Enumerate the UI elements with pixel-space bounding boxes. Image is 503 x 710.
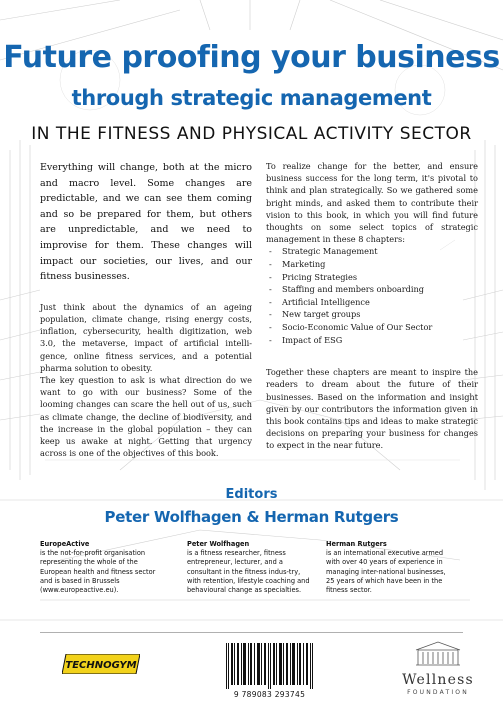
book-title-line-1: Future proofing your business [3,40,500,75]
chapter-item: - Pricing Strategies [266,271,478,284]
chapter-item: - Socio-Economic Value of Our Sector [266,321,478,334]
bio-text: is a fitness researcher, fitness entrepreneur, lecturer, and a consultant in the fitness indus-try, with retention, lifestyle coaching and behavioural change as specialties. [187,549,310,595]
editors-heading: Editors [225,487,278,502]
ampersand: & [246,508,260,526]
left-text-column [40,160,252,459]
technogym-logo [62,654,140,674]
bio-name: Herman Rutgers [326,540,387,548]
bio-name: EuropeActive [40,540,90,548]
editors-names [0,508,503,526]
bio-name: Peter Wolfhagen [187,540,250,548]
building-icon [413,640,463,666]
editor-name-2: Herman Rutgers [264,508,399,526]
chapter-list [266,245,478,346]
chapter-item: - Artificial Intelligence [266,296,478,309]
svg-text:TECHNOGYM: TECHNOGYM [65,660,137,671]
footer-divider [40,632,463,633]
change-paragraph: To realize change for the better, and ensure business success for the long term, it's pivotal to think and plan strategically. So we gathered some bright minds, and asked them to contribute their vision to this book, in which you will find future thoughts on some select topics of strategic management in these 8 chapters: [266,161,478,245]
bio-europeactive [40,540,168,595]
bio-herman-rutgers [326,540,454,595]
right-text-column [266,160,478,452]
bio-text: is the not-for-profit organisation representing the whole of the European health and fitness sector and is based in Brussels (www.europeactive.eu). [40,549,156,595]
isbn-barcode [222,643,317,701]
chapter-item: - Marketing [266,258,478,271]
key-question-paragraph: The key question to ask is what direction do we want to go with our business? Some of the looming changes can scare the hell out of us, such as climate change, the decline of biodiversity, and the increase in the global population – they can keep us awake at night. Getting that urgency across is one of the objectives of this book. [40,374,252,459]
together-paragraph: Together these chapters are meant to inspire the readers to dream about the future of their businesses. Based on the information and insight given by our contributors the information given in this book contains tips and ideas to make strategic decisions on preparing your business for changes to expect in the near future. [266,367,478,451]
intro-paragraph: Everything will change, both at the micro and macro level. Some changes are predictable, and we can see them coming and so be prepared for them, but others are unpredictable, and we need to improvise for them. These changes will impact our societies, our lives, and our fitness businesses. [40,162,252,283]
isbn-number: 9 789083 293745 [233,690,306,699]
foundation-wordmark: FOUNDATION [407,689,469,696]
chapter-item: - New target groups [266,308,478,321]
bio-text: is an international executive armed with over 40 years of experience in managing inter-national businesses, 25 years of which have been in the fitness sector. [326,549,446,595]
chapter-item: - Impact of ESG [266,334,478,347]
bio-peter-wolfhagen [187,540,315,595]
book-subtitle: IN THE FITNESS AND PHYSICAL ACTIVITY SECTOR [31,124,472,144]
editor-name-1: Peter Wolfhagen [104,508,242,526]
wellness-foundation-logo [398,640,478,696]
chapter-item: - Strategic Management [266,245,478,258]
dynamics-paragraph: Just think about the dynamics of an ageing population, climate change, rising energy costs, inflation, cybersecurity, health digitization, web 3.0, the metaverse, impact of artificial intelli-gence, online fitness services, and a potential pharma solution to obesity. [40,301,252,373]
chapter-item: - Staffing and members onboarding [266,283,478,296]
wellness-wordmark: Wellness [402,672,474,688]
book-title-line-2: through strategic management [71,86,432,110]
barcode-bars [222,643,317,689]
